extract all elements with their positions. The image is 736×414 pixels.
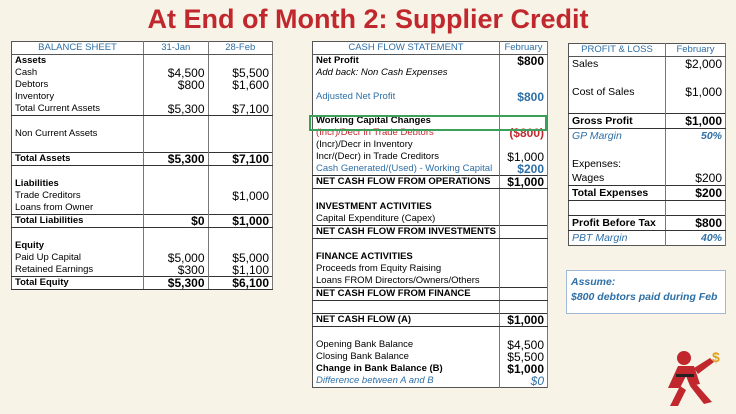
- row-label: Equity: [12, 240, 144, 252]
- table-row: [12, 277, 273, 290]
- table-row: [569, 99, 726, 114]
- table-row: [12, 140, 273, 153]
- row-label: [569, 99, 666, 114]
- cell-value: [499, 239, 547, 252]
- row-label: Gross Profit: [569, 114, 666, 129]
- row-label: [12, 228, 144, 241]
- table-row: [313, 375, 548, 388]
- row-label: Trade Creditors: [12, 190, 144, 202]
- cell-value: [499, 201, 547, 213]
- row-label: [12, 166, 144, 179]
- row-label: NET CASH FLOW FROM FINANCE: [313, 288, 500, 301]
- profit-loss-table: [568, 43, 726, 246]
- row-label: Total Current Assets: [12, 103, 144, 116]
- row-label: Sales: [569, 57, 666, 72]
- table-row: [313, 288, 548, 301]
- cell-value: [499, 263, 547, 275]
- table-row: [12, 264, 273, 277]
- row-label: Cost of Sales: [569, 85, 666, 99]
- cell-feb: $5,000: [208, 252, 273, 264]
- assumption-note: [566, 270, 726, 314]
- table-row: [569, 57, 726, 72]
- row-label: GP Margin: [569, 129, 666, 144]
- table-row: [12, 228, 273, 241]
- table-row: [313, 55, 548, 68]
- cell-value: $5,500: [499, 351, 547, 363]
- cell-feb: $6,100: [208, 277, 273, 290]
- row-label: Total Assets: [12, 153, 144, 166]
- cell-value: ($800): [499, 127, 547, 139]
- row-label: PBT Margin: [569, 231, 666, 246]
- table-row: [12, 215, 273, 228]
- column-header: BALANCE SHEET: [12, 42, 144, 55]
- row-label: Total Expenses: [569, 186, 666, 201]
- cell-value: [665, 71, 725, 85]
- cell-value: [665, 201, 725, 216]
- cell-value: [665, 99, 725, 114]
- row-label: Change in Bank Balance (B): [313, 363, 500, 375]
- cell-feb: [208, 202, 273, 215]
- cell-feb: $7,100: [208, 103, 273, 116]
- row-label: Adjusted Net Profit: [313, 91, 500, 103]
- row-label: FINANCE ACTIVITIES: [313, 251, 500, 263]
- cash-flow-table: [312, 41, 548, 388]
- row-label: [12, 140, 144, 153]
- row-label: (Incr)/Decr in Trade Debtors: [313, 127, 500, 139]
- row-label: Expenses:: [569, 157, 666, 171]
- cell-feb: [208, 228, 273, 241]
- row-label: [12, 116, 144, 129]
- row-label: NET CASH FLOW FROM INVESTMENTS: [313, 226, 500, 239]
- cell-value: [499, 288, 547, 301]
- cell-value: [499, 226, 547, 239]
- row-label: [313, 239, 500, 252]
- table-row: [313, 79, 548, 91]
- row-label: Closing Bank Balance: [313, 351, 500, 363]
- table-row: [12, 166, 273, 179]
- row-label: Loans FROM Directors/Owners/Others: [313, 275, 500, 288]
- cell-jan: $300: [144, 264, 208, 277]
- row-label: Total Liabilities: [12, 215, 144, 228]
- cell-value: $4,500: [499, 339, 547, 351]
- row-label: Proceeds from Equity Raising: [313, 263, 500, 275]
- row-label: INVESTMENT ACTIVITIES: [313, 201, 500, 213]
- row-label: Non Current Assets: [12, 128, 144, 140]
- cell-value: $200: [499, 163, 547, 176]
- cell-jan: $5,300: [144, 153, 208, 166]
- cell-feb: $1,000: [208, 190, 273, 202]
- row-label: [313, 327, 500, 340]
- row-label: Working Capital Changes: [313, 115, 500, 127]
- assumption-text: $800 debtors paid during Feb: [571, 291, 718, 303]
- table-row: [12, 79, 273, 91]
- row-label: NET CASH FLOW (A): [313, 314, 500, 327]
- cell-feb: [208, 116, 273, 129]
- row-label: [569, 71, 666, 85]
- row-label: [313, 79, 500, 91]
- row-label: Inventory: [12, 91, 144, 103]
- table-row: [569, 231, 726, 246]
- row-label: Incr/(Decr) in Trade Creditors: [313, 151, 500, 163]
- row-label: Difference between A and B: [313, 375, 500, 388]
- table-row: [313, 314, 548, 327]
- cell-feb: [208, 140, 273, 153]
- table-row: [313, 226, 548, 239]
- table-row: [569, 71, 726, 85]
- cell-value: $200: [665, 186, 725, 201]
- cell-value: [499, 301, 547, 314]
- row-label: [313, 189, 500, 202]
- table-row: [313, 213, 548, 226]
- column-header: CASH FLOW STATEMENT: [313, 42, 500, 55]
- column-header: February: [499, 42, 547, 55]
- table-row: [313, 201, 548, 213]
- cell-jan: [144, 166, 208, 179]
- cell-value: $1,000: [499, 363, 547, 375]
- cell-feb: $7,100: [208, 153, 273, 166]
- table-row: [12, 153, 273, 166]
- assumption-heading: Assume:: [571, 276, 616, 288]
- table-row: [313, 301, 548, 314]
- table-header-row: [569, 44, 726, 57]
- cell-value: $1,000: [665, 85, 725, 99]
- cell-value: 50%: [665, 129, 725, 144]
- cell-feb: $5,500: [208, 67, 273, 79]
- table-row: [313, 176, 548, 189]
- row-label: [569, 201, 666, 216]
- cell-jan: $5,300: [144, 277, 208, 290]
- table-row: [313, 263, 548, 275]
- cell-value: [499, 275, 547, 288]
- cell-value: [665, 157, 725, 171]
- row-label: Wages: [569, 171, 666, 186]
- row-label: Retained Earnings: [12, 264, 144, 277]
- table-row: [12, 116, 273, 129]
- table-row: [313, 239, 548, 252]
- ninja-mascot-icon: [660, 348, 726, 408]
- table-row: [569, 114, 726, 129]
- table-row: [569, 143, 726, 157]
- table-row: [12, 103, 273, 116]
- row-label: Liabilities: [12, 178, 144, 190]
- table-header-row: [12, 42, 273, 55]
- cell-value: [499, 213, 547, 226]
- table-row: [569, 186, 726, 201]
- cell-value: [665, 143, 725, 157]
- cell-value: [499, 103, 547, 115]
- table-row: [313, 251, 548, 263]
- row-label: Add back: Non Cash Expenses: [313, 67, 500, 79]
- cell-jan: [144, 190, 208, 202]
- column-header: PROFIT & LOSS: [569, 44, 666, 57]
- cell-jan: [144, 228, 208, 241]
- column-header: February: [665, 44, 725, 57]
- table-row: [313, 91, 548, 103]
- table-row: [313, 163, 548, 176]
- row-label: Cash Generated/(Used) - Working Capital: [313, 163, 500, 176]
- cell-feb: $1,600: [208, 79, 273, 91]
- table-row: [569, 216, 726, 231]
- cell-feb: [208, 128, 273, 140]
- table-row: [313, 189, 548, 202]
- highlight-trade-debtors: [309, 115, 547, 131]
- cell-jan: $5,000: [144, 252, 208, 264]
- row-label: Cash: [12, 67, 144, 79]
- row-label: Total Equity: [12, 277, 144, 290]
- row-label: Capital Expenditure (Capex): [313, 213, 500, 226]
- table-row: [313, 275, 548, 288]
- cell-value: 40%: [665, 231, 725, 246]
- row-label: (Incr)/Decr in Inventory: [313, 139, 500, 151]
- row-label: [569, 143, 666, 157]
- table-row: [12, 128, 273, 140]
- cell-jan: $800: [144, 79, 208, 91]
- row-label: Profit Before Tax: [569, 216, 666, 231]
- table-row: [569, 85, 726, 99]
- column-header: 28-Feb: [208, 42, 273, 55]
- cell-jan: [144, 128, 208, 140]
- table-row: [12, 190, 273, 202]
- row-label: Opening Bank Balance: [313, 339, 500, 351]
- table-row: [569, 171, 726, 186]
- cell-value: $200: [665, 171, 725, 186]
- cell-value: $800: [499, 55, 547, 68]
- svg-text:$: $: [712, 349, 720, 365]
- cell-jan: $4,500: [144, 67, 208, 79]
- cell-value: [499, 67, 547, 79]
- row-label: Loans from Owner: [12, 202, 144, 215]
- table-row: [313, 103, 548, 115]
- row-label: Net Profit: [313, 55, 500, 68]
- row-label: Debtors: [12, 79, 144, 91]
- row-label: Paid Up Capital: [12, 252, 144, 264]
- cell-value: $2,000: [665, 57, 725, 72]
- table-row: [313, 67, 548, 79]
- table-row: [569, 201, 726, 216]
- cell-value: [499, 189, 547, 202]
- column-header: 31-Jan: [144, 42, 208, 55]
- cell-value: $800: [665, 216, 725, 231]
- cell-feb: $1,100: [208, 264, 273, 277]
- page-title: At End of Month 2: Supplier Credit: [147, 4, 589, 34]
- table-row: [569, 157, 726, 171]
- cell-jan: $5,300: [144, 103, 208, 116]
- cell-value: $1,000: [499, 176, 547, 189]
- cell-value: [499, 251, 547, 263]
- row-label: Assets: [12, 55, 144, 68]
- table-row: [12, 202, 273, 215]
- cell-value: $1,000: [665, 114, 725, 129]
- cell-jan: [144, 178, 208, 190]
- cell-value: $1,000: [499, 151, 547, 163]
- row-label: [313, 301, 500, 314]
- cell-value: $800: [499, 91, 547, 103]
- table-header-row: [313, 42, 548, 55]
- cell-jan: [144, 140, 208, 153]
- cell-jan: [144, 202, 208, 215]
- cell-value: $0: [499, 375, 547, 388]
- cell-jan: [144, 116, 208, 129]
- cell-value: $1,000: [499, 314, 547, 327]
- row-label: NET CASH FLOW FROM OPERATIONS: [313, 176, 500, 189]
- table-row: [569, 129, 726, 144]
- table-row: [313, 151, 548, 163]
- balance-sheet-table: [11, 41, 273, 290]
- cell-feb: [208, 166, 273, 179]
- cell-jan: $0: [144, 215, 208, 228]
- cell-feb: $1,000: [208, 215, 273, 228]
- table-row: [313, 363, 548, 375]
- row-label: [313, 103, 500, 115]
